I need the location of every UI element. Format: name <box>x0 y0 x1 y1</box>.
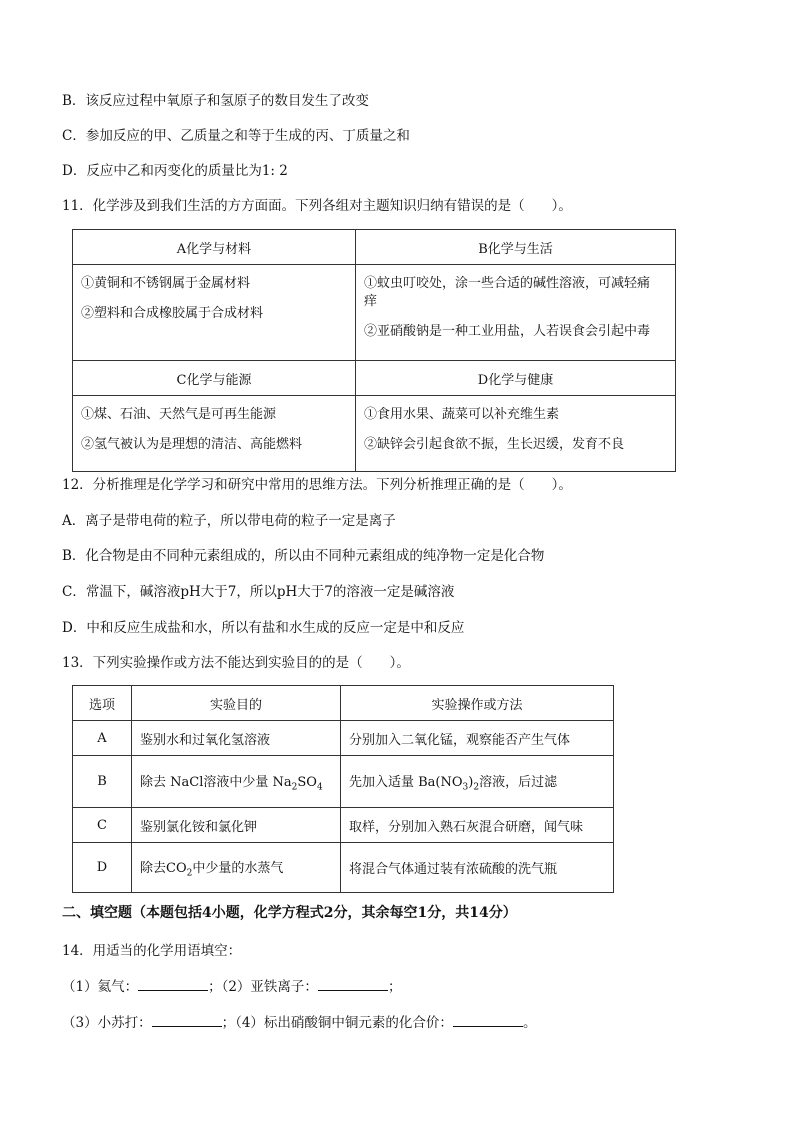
fill-label: （3）小苏打： <box>62 1015 152 1031</box>
q14-line2 <box>62 1013 536 1032</box>
formula-subscript: 3 <box>462 782 469 793</box>
answer-blank[interactable] <box>318 977 388 991</box>
table-cell: D化学与健康 <box>356 361 676 396</box>
table-cell <box>132 843 341 893</box>
table-cell: 鉴别氯化铵和氯化钾 <box>132 808 341 843</box>
list-item <box>364 275 667 311</box>
table-header: 实验操作或方法 <box>341 686 614 721</box>
table-cell: A <box>73 721 132 756</box>
table-cell <box>356 396 676 472</box>
table-cell: 鉴别水和过氧化氢溶液 <box>132 721 341 756</box>
list-item: ①食用水果、蔬菜可以补充维生素 <box>364 407 560 422</box>
formula-text: 先加入适量 Ba(NO <box>349 774 463 790</box>
q13-table <box>72 685 614 893</box>
q14-line1 <box>62 977 401 996</box>
formula-subscript: 2 <box>186 868 193 879</box>
q12-option-b: B．化合物是由不同种元素组成的，所以由不同种元素组成的纯净物一定是化合物 <box>62 548 545 564</box>
table-row <box>73 721 614 756</box>
q10-option-c: C．参加反应的甲、乙质量之和等于生成的丙、丁质量之和 <box>62 128 410 144</box>
list-item: ②塑料和合成橡胶属于合成材料 <box>81 306 264 321</box>
q12-option-a: A．离子是带电荷的粒子，所以带电荷的粒子一定是离子 <box>62 513 396 529</box>
formula-text: 除去CO <box>140 860 187 876</box>
table-cell: A化学与材料 <box>73 230 356 265</box>
table-cell <box>356 265 676 361</box>
q12-option-d: D．中和反应生成盐和水，所以有盐和水生成的反应一定是中和反应 <box>62 620 465 636</box>
table-cell: B化学与生活 <box>356 230 676 265</box>
table-cell: C化学与能源 <box>73 361 356 396</box>
table-cell: 取样，分别加入熟石灰混合研磨，闻气味 <box>341 808 614 843</box>
list-item: ①黄铜和不锈钢属于金属材料 <box>81 276 251 291</box>
answer-blank[interactable] <box>453 1013 523 1027</box>
table-cell: B <box>73 756 132 808</box>
table-header: 实验目的 <box>132 686 341 721</box>
table-cell: C <box>73 808 132 843</box>
formula-text: SO <box>297 774 317 790</box>
fill-label: （1）氦气： <box>62 979 139 995</box>
answer-blank[interactable] <box>152 1013 222 1027</box>
table-cell <box>73 396 356 472</box>
table-cell: D <box>73 843 132 893</box>
table-cell <box>73 265 356 361</box>
q11-table <box>72 229 676 472</box>
list-item: ②氢气被认为是理想的清洁、高能燃料 <box>81 437 303 452</box>
fill-label: ；（4）标出硝酸铜中铜元素的化合价： <box>221 1015 453 1031</box>
answer-blank[interactable] <box>138 977 208 991</box>
q10-option-b: B．该反应过程中氧原子和氢原子的数目发生了改变 <box>62 93 369 109</box>
formula-text: ) <box>468 774 474 790</box>
list-item: ①煤、石油、天然气是可再生能源 <box>81 407 277 422</box>
list-item: ②亚硝酸钠是一种工业用盐，人若误食会引起中毒 <box>364 324 651 339</box>
formula-text: 除去 NaCl溶液中少量 Na <box>140 774 292 790</box>
table-row <box>73 843 614 893</box>
section-title: 二、填空题（本题包括4小题，化学方程式2分，其余每空1分，共14分） <box>62 905 517 921</box>
q13-stem: 13．下列实验操作或方法不能达到实验目的的是（ ）。 <box>62 655 410 671</box>
list-item: ②缺锌会引起食欲不振，生长迟缓，发育不良 <box>364 437 625 452</box>
q10-option-d: D．反应中乙和丙变化的质量比为1: 2 <box>62 163 288 179</box>
formula-subscript: 2 <box>291 782 298 793</box>
list-item-text: 痒 <box>364 294 378 309</box>
q14-stem: 14．用适当的化学用语填空： <box>62 943 242 959</box>
table-row <box>73 808 614 843</box>
table-cell <box>341 756 614 808</box>
table-cell <box>132 756 341 808</box>
q12-option-c: C．常温下，碱溶液pH大于7，所以pH大于7的溶液一定是碱溶液 <box>62 584 455 600</box>
formula-text: 溶液，后过滤 <box>479 774 558 790</box>
fill-label: 。 <box>522 1015 537 1031</box>
q12-stem: 12．分析推理是化学学习和研究中常用的思维方法。下列分析推理正确的是（ ）。 <box>62 477 572 493</box>
table-header: 选项 <box>73 686 132 721</box>
table-cell: 分别加入二氧化锰，观察能否产生气体 <box>341 721 614 756</box>
formula-subscript: 4 <box>316 782 323 793</box>
formula-text: 中少量的水蒸气 <box>192 860 284 876</box>
table-cell: 将混合气体通过装有浓硫酸的洗气瓶 <box>341 843 614 893</box>
q11-stem: 11．化学涉及到我们生活的方方面面。下列各组对主题知识归纳有错误的是（ ）。 <box>62 198 572 214</box>
table-row <box>73 756 614 808</box>
fill-label: ； <box>387 979 402 995</box>
formula-subscript: 2 <box>473 782 480 793</box>
fill-label: ；（2）亚铁离子： <box>208 979 318 995</box>
list-item-text: ①蚊虫叮咬处，涂一些合适的碱性溶液，可减轻痛 <box>364 276 651 291</box>
